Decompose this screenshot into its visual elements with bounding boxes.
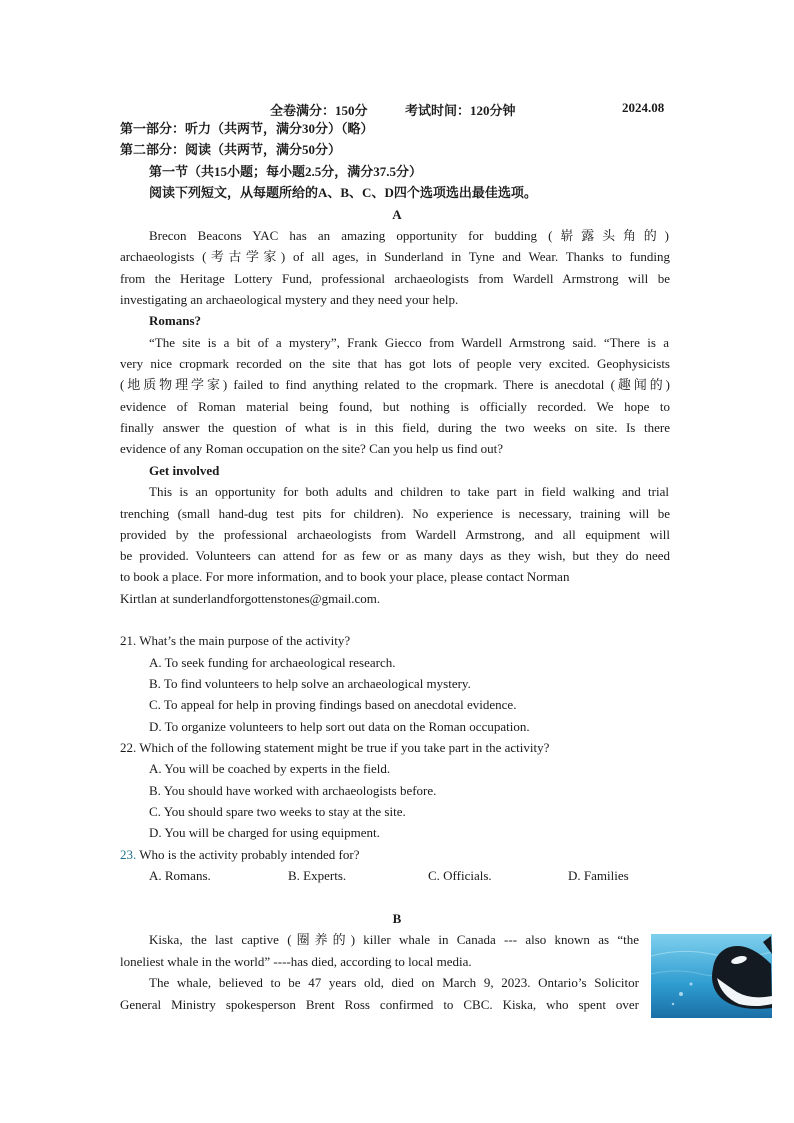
question-option: B. You should have worked with archaeologists before. bbox=[149, 783, 437, 798]
question-option: C. Officials. bbox=[428, 868, 492, 883]
passage-a-letter: A bbox=[392, 207, 402, 222]
header-exam-time: 考试时间：120分钟 bbox=[405, 103, 516, 118]
question-number: 23. bbox=[120, 847, 137, 862]
passage-a-p3-line: This is an opportunity for both adults and children to take part in field walking and trial bbox=[149, 484, 669, 499]
header-full-score: 全卷满分：150分 bbox=[270, 103, 368, 118]
question-option: D. To organize volunteers to help sort out data on the Roman occupation. bbox=[149, 719, 530, 734]
passage-b-p2-line: General Ministry spokesperson Brent Ross confirmed to CBC. Kiska, who spent over bbox=[120, 997, 639, 1012]
passage-a-p2-line: finally answer the question of what is in this field, during the two weeks on site. Is there bbox=[120, 420, 670, 435]
section1-heading: 第一节（共15小题；每小题2.5分，满分37.5分） bbox=[149, 164, 423, 179]
passage-a-p1-line: from the Heritage Lottery Fund, professional archaeologists from Wardell Armstrong will be bbox=[120, 271, 670, 286]
part1-heading: 第一部分：听力（共两节，满分30分）（略） bbox=[120, 121, 374, 136]
killer-whale-image bbox=[651, 934, 772, 1018]
question-23 bbox=[120, 847, 359, 863]
passage-a-p3-line: to book a place. For more information, and to book your place, please contact Norman bbox=[120, 569, 570, 584]
instruction-text: 阅读下列短文，从每题所给的A、B、C、D四个选项选出最佳选项。 bbox=[149, 185, 537, 200]
question-stem: Which of the following statement might be true if you take part in the activity? bbox=[139, 740, 550, 755]
passage-b-p1-line: loneliest whale in the world” ----has died, according to local media. bbox=[120, 954, 472, 969]
question-number: 21. bbox=[120, 633, 137, 648]
question-number: 22. bbox=[120, 740, 137, 755]
question-22 bbox=[120, 740, 549, 756]
question-stem: Who is the activity probably intended for? bbox=[139, 847, 360, 862]
passage-a-p3-line: provided by the professional archaeologists from Wardell Armstrong, and all equipment will bbox=[120, 527, 670, 542]
question-option: A. You will be coached by experts in the field. bbox=[149, 761, 391, 776]
passage-a-p2-line: very nice cropmark recorded on the site that has got lots of people very excited. Geophysicists bbox=[120, 356, 670, 371]
passage-a-p1-line: archaeologists (考古学家) of all ages, in Sunderland in Tyne and Wear. Thanks to funding bbox=[120, 249, 670, 264]
question-option: D. You will be charged for using equipment. bbox=[149, 825, 380, 840]
passage-b-p1-line: Kiska, the last captive (圈养的) killer whale in Canada --- also known as “the bbox=[149, 932, 639, 947]
question-option: A. Romans. bbox=[149, 868, 211, 883]
passage-b-p2-line: The whale, believed to be 47 years old, died on March 9, 2023. Ontario’s Solicitor bbox=[149, 975, 639, 990]
passage-a-p3-line: Kirtlan at sunderlandforgottenstones@gmail.com. bbox=[120, 591, 381, 606]
part2-heading: 第二部分：阅读（共两节，满分50分） bbox=[120, 142, 342, 157]
question-option: D. Families bbox=[568, 868, 629, 883]
passage-a-p2-line: “The site is a bit of a mystery”, Frank Giecco from Wardell Armstrong said. “There is a bbox=[149, 335, 669, 350]
passage-a-subheading-get-involved: Get involved bbox=[149, 463, 220, 478]
passage-a-p2-line: evidence of Roman material being found, but nothing is officially recorded. We hope to bbox=[120, 399, 670, 414]
passage-a-p3-line: trenching (small hand-dug test pits for children). No experience is necessary, training will be bbox=[120, 506, 670, 521]
header-date: 2024.08 bbox=[622, 100, 665, 115]
question-option: B. To find volunteers to help solve an archaeological mystery. bbox=[149, 676, 471, 691]
passage-a-p3-line: be provided. Volunteers can attend for as few or as many days as they wish, but they do need bbox=[120, 548, 670, 563]
passage-a-subheading-romans: Romans? bbox=[149, 313, 202, 328]
passage-a-p1-line: investigating an archaeological mystery and they need your help. bbox=[120, 292, 459, 307]
question-option: A. To seek funding for archaeological research. bbox=[149, 655, 396, 670]
question-stem: What’s the main purpose of the activity? bbox=[139, 633, 351, 648]
question-option: C. You should spare two weeks to stay at the site. bbox=[149, 804, 406, 819]
question-21 bbox=[120, 633, 350, 649]
passage-a-p2-line: (地质物理学家) failed to find anything related to the cropmark. There is anecdotal (趣闻的) bbox=[120, 377, 670, 392]
question-option: C. To appeal for help in proving findings based on anecdotal evidence. bbox=[149, 697, 517, 712]
passage-b-letter: B bbox=[392, 911, 402, 926]
passage-a-p1-line: Brecon Beacons YAC has an amazing opportunity for budding (崭露头角的) bbox=[149, 228, 669, 243]
question-option: B. Experts. bbox=[288, 868, 347, 883]
passage-a-p2-line: evidence of any Roman occupation on the site? Can you help us find out? bbox=[120, 441, 504, 456]
